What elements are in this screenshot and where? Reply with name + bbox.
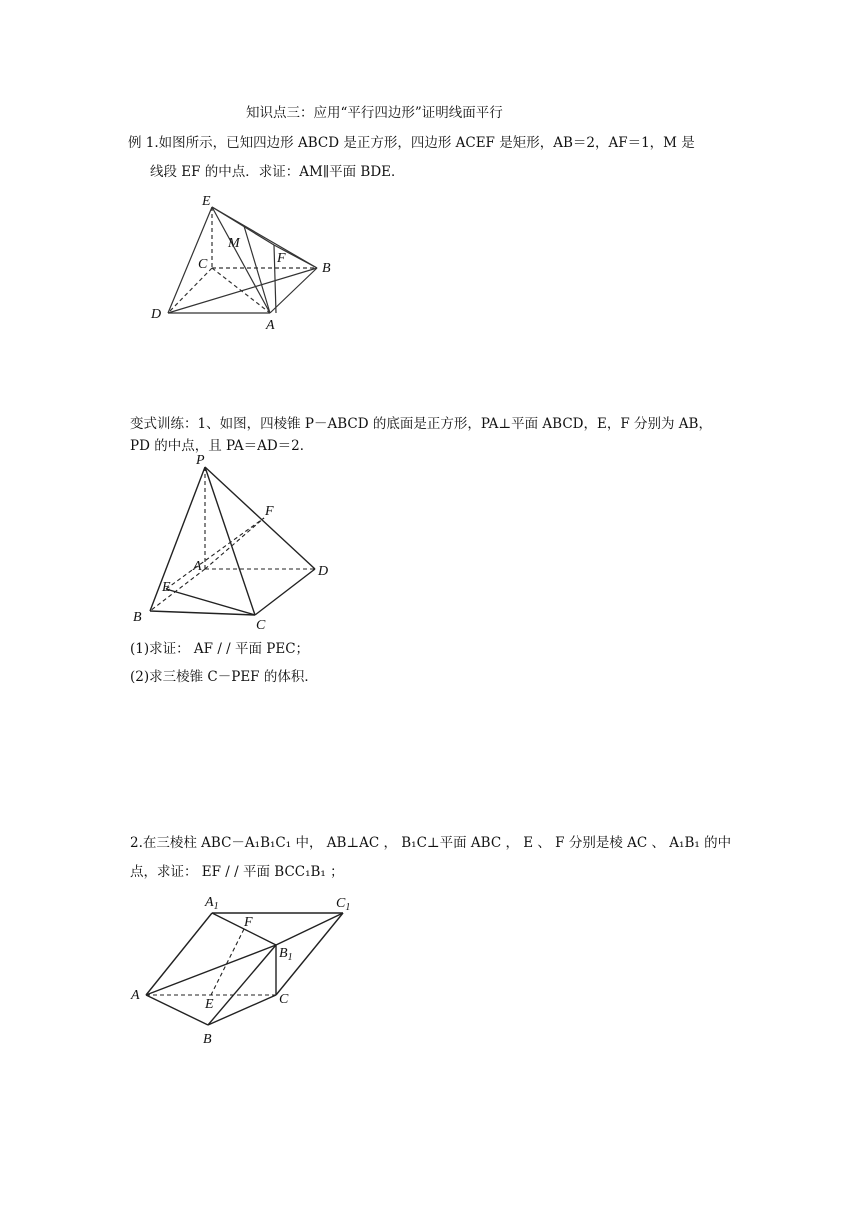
fig3-label-C1: $C_1$	[336, 896, 351, 913]
fig3-label-A1: $A_1$	[205, 895, 219, 912]
section-title: 知识点三：应用“平行四边形”证明线面平行	[246, 105, 503, 121]
fig3-label-A: A	[131, 988, 140, 1003]
fig1-label-M: M	[228, 236, 240, 251]
fig2-label-P: P	[196, 453, 205, 468]
fig3-label-C: C	[279, 992, 289, 1007]
exercise1-line2: PD 的中点，且 PA＝AD＝2．	[130, 438, 314, 454]
fig3-label-B1: $B_1$	[279, 946, 293, 963]
fig3-label-F: F	[244, 915, 253, 930]
fig2-label-D: D	[318, 564, 329, 579]
fig1-label-C: C	[198, 257, 208, 272]
example1-line2: 线段 EF 的中点．求证：AM∥平面 BDE．	[150, 164, 405, 180]
exercise2-line1: 2.在三棱柱 ABC－A₁B₁C₁ 中， AB⊥AC ， B₁C⊥平面 ABC ， E 、 F 分别是棱 AC 、 A₁B₁ 的中	[130, 835, 732, 851]
exercise1-q2: (2)求三棱锥 C－PEF 的体积．	[130, 669, 318, 685]
fig1-label-F: F	[277, 251, 286, 266]
fig2-label-E: E	[162, 580, 171, 595]
fig2-label-F: F	[265, 504, 274, 519]
fig3-label-E: E	[205, 997, 214, 1012]
exercise1-line1: 变式训练：1、如图，四棱锥 P－ABCD 的底面是正方形，PA⊥平面 ABCD，E，F 分别为 AB，	[130, 416, 712, 432]
exercise1-q1: (1)求证： AF / / 平面 PEC；	[130, 641, 310, 657]
fig2-label-B: B	[133, 610, 142, 625]
fig1-label-E: E	[202, 194, 211, 209]
fig1-label-B: B	[322, 261, 331, 276]
fig2-label-C: C	[256, 618, 266, 633]
fig2-label-A: A	[193, 559, 202, 574]
example1-line1: 例 1.如图所示，已知四边形 ABCD 是正方形，四边形 ACEF 是矩形，AB＝2，AF＝1，M 是	[128, 135, 695, 151]
fig3-label-B: B	[203, 1032, 212, 1047]
exercise2-line2: 点，求证： EF / / 平面 BCC₁B₁ ；	[130, 864, 344, 880]
fig1-label-A: A	[266, 318, 275, 333]
fig1-label-D: D	[151, 307, 162, 322]
